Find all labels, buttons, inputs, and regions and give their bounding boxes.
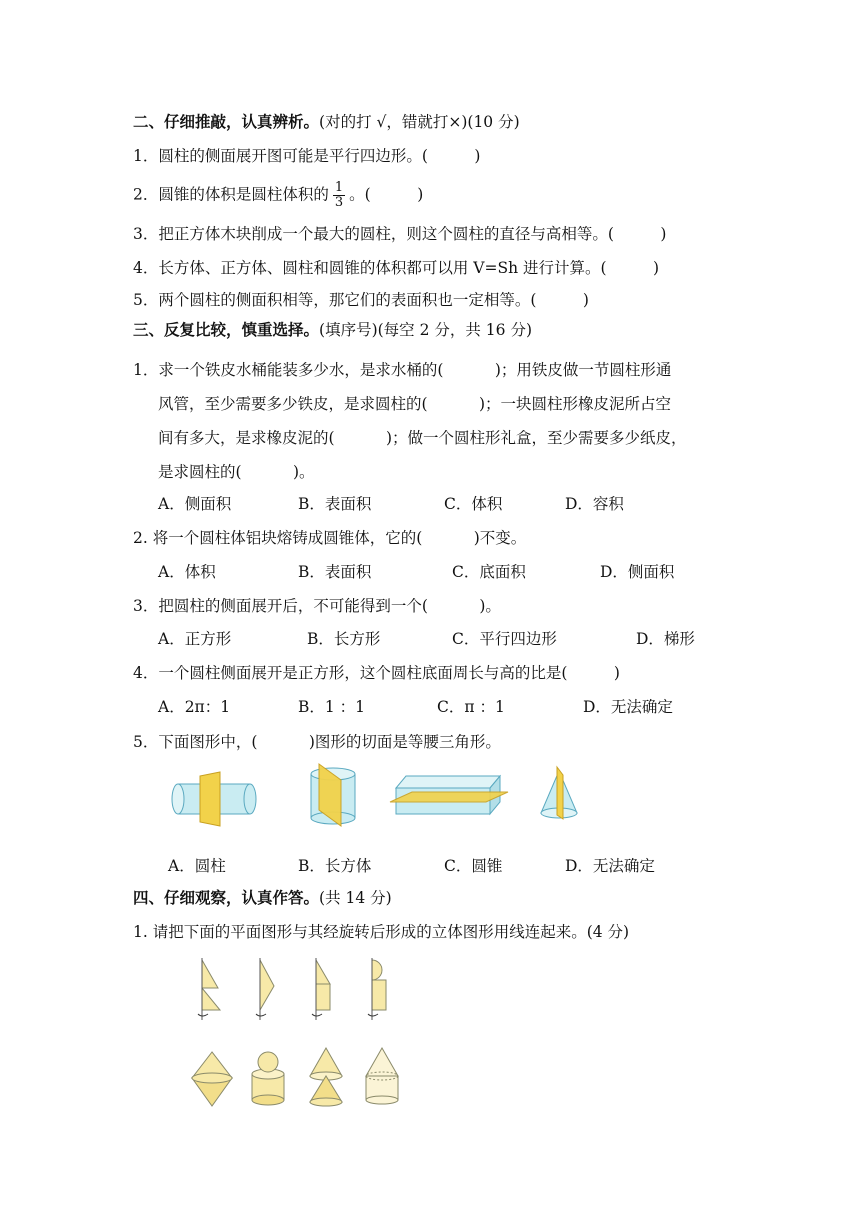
section4-note: (共 14 分): [319, 889, 392, 907]
s3-q1-option-c: C．体积: [444, 495, 503, 513]
cylinder-horizontal-cut-figure: [170, 770, 260, 830]
s3-q3-option-b: B．长方形: [307, 630, 381, 648]
s3-q5: 5．下面图形中，( )图形的切面是等腰三角形。: [133, 733, 501, 751]
cone-cut-figure: [535, 765, 585, 825]
s3-q1-line3: 间有多大，是求橡皮泥的( )；做一个圆柱形礼盒，至少需要多少纸皮，: [158, 429, 687, 447]
s3-q5-option-d: D．无法确定: [565, 857, 655, 875]
s3-q3-option-c: C．平行四边形: [452, 630, 557, 648]
s2-q2-post: 。( ): [349, 185, 424, 204]
s2-q2-pre: 2．圆锥的体积是圆柱体积的: [133, 185, 329, 204]
solid-cone-on-cylinder: [360, 1046, 406, 1110]
s3-q2-option-a: A．体积: [158, 563, 216, 581]
plane-figure-triangle-on-rectangle: [308, 958, 342, 1022]
s3-q5-option-c: C．圆锥: [444, 857, 503, 875]
s2-q1: 1．圆柱的侧面展开图可能是平行四边形。( ): [133, 147, 481, 165]
s3-q5-option-b: B．长方体: [298, 857, 372, 875]
solid-double-cone: [190, 1050, 236, 1110]
s3-q2-option-d: D．侧面积: [600, 563, 675, 581]
solid-sphere-on-cylinder: [246, 1050, 292, 1110]
s2-q2: [133, 181, 423, 210]
section2-title: [133, 112, 520, 132]
s4-q1: 1. 请把下面的平面图形与其经旋转后形成的立体图形用线连起来。(4 分): [133, 923, 630, 941]
plane-figure-semicircle-on-rectangle: [364, 958, 398, 1022]
s2-q3: 3．把正方体木块削成一个最大的圆柱，则这个圆柱的直径与高相等。( ): [133, 225, 667, 243]
plane-figure-two-triangles: [196, 958, 230, 1022]
section3-note: (填序号)(每空 2 分，共 16 分): [319, 321, 532, 339]
s3-q1-line1: 1．求一个铁皮水桶能装多少水，是求水桶的( )；用铁皮做一节圆柱形通: [133, 361, 672, 379]
fraction-numerator: 1: [334, 180, 344, 195]
s3-q5-option-a: A．圆柱: [168, 857, 226, 875]
section4-heading: 四、仔细观察，认真作答。: [133, 888, 320, 907]
plane-figure-kite: [252, 958, 286, 1022]
section2-heading: 二、仔细推敲，认真辨析。: [133, 112, 320, 131]
s3-q3-option-a: A．正方形: [158, 630, 232, 648]
s2-q4: 4．长方体、正方体、圆柱和圆锥的体积都可以用 V=Sh 进行计算。( ): [133, 259, 660, 277]
s3-q2-option-b: B．表面积: [298, 563, 372, 581]
s3-q1-option-b: B．表面积: [298, 495, 372, 513]
s3-q3: 3．把圆柱的侧面展开后，不可能得到一个( )。: [133, 597, 501, 615]
section3-title: [133, 320, 532, 340]
s3-q4-option-b: B．1 ：1: [298, 698, 366, 716]
s3-q1-option-d: D．容积: [565, 495, 624, 513]
s3-q2: 2. 将一个圆柱体铝块熔铸成圆锥体，它的( )不变。: [133, 529, 527, 547]
section4-title: [133, 888, 392, 908]
cylinder-vertical-cut-figure: [305, 760, 365, 830]
s3-q1-line2: 风管，至少需要多少铁皮，是求圆柱的( )；一块圆柱形橡皮泥所占空: [158, 395, 672, 413]
s3-q4-option-c: C．π ：1: [437, 698, 505, 716]
s3-q2-option-c: C．底面积: [452, 563, 526, 581]
solid-cone-on-inverted-cone: [304, 1046, 350, 1110]
cuboid-cut-figure: [390, 770, 510, 820]
s3-q4-option-d: D．无法确定: [583, 698, 673, 716]
section2-note: (对的打 √，错就打×)(10 分): [319, 113, 520, 131]
s3-q4: 4．一个圆柱侧面展开是正方形，这个圆柱底面周长与高的比是( ): [133, 664, 620, 682]
s3-q1-line4: 是求圆柱的( )。: [158, 463, 315, 481]
section3-heading: 三、反复比较，慎重选择。: [133, 320, 320, 339]
s3-q1-option-a: A．侧面积: [158, 495, 232, 513]
s3-q4-option-a: A．2π：1: [158, 698, 231, 716]
s3-q3-option-d: D．梯形: [636, 630, 695, 648]
fraction-denominator: 3: [334, 195, 344, 210]
s2-q5: 5．两个圆柱的侧面积相等，那它们的表面积也一定相等。( ): [133, 291, 589, 309]
fraction-one-third: [333, 181, 345, 210]
